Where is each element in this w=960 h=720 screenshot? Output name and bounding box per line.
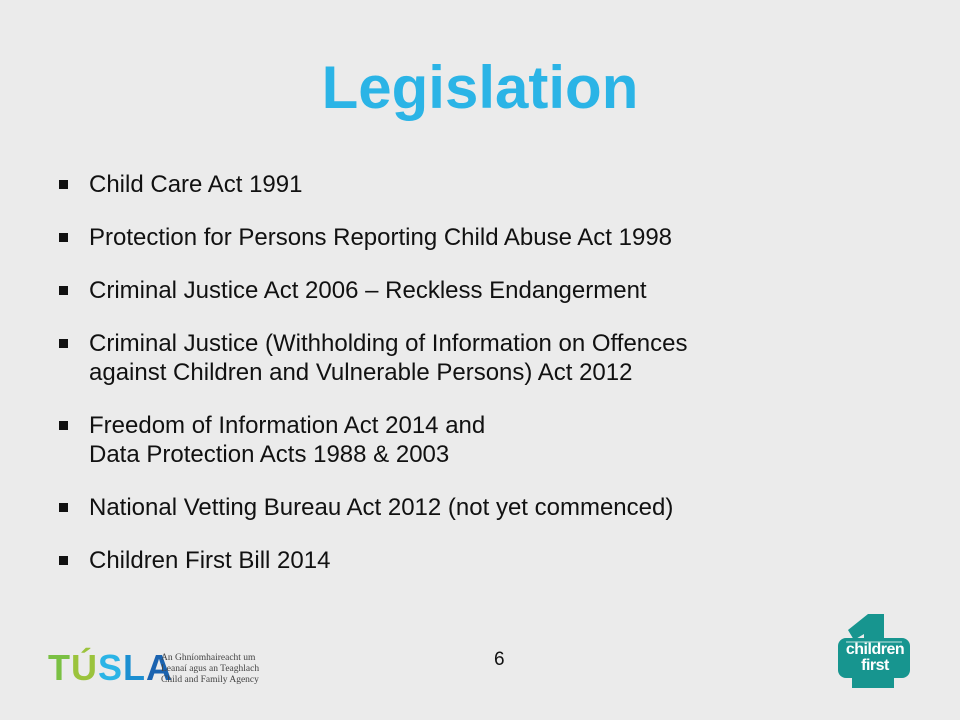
tusla-tagline bbox=[161, 653, 259, 686]
tusla-letter: Ú bbox=[71, 647, 98, 688]
children-first-line: children bbox=[845, 641, 905, 658]
bullet-text-continued: against Children and Vulnerable Persons) Act 2012 bbox=[89, 359, 633, 386]
bullet-text: Children First Bill 2014 bbox=[89, 547, 331, 574]
square-bullet-icon bbox=[59, 339, 68, 348]
bullet-item bbox=[58, 329, 918, 387]
bullet-text: National Vetting Bureau Act 2012 (not yet commenced) bbox=[89, 494, 674, 521]
bullet-text: Freedom of Information Act 2014 and bbox=[89, 412, 486, 439]
bullet-text: Criminal Justice Act 2006 – Reckless Endangerment bbox=[89, 277, 647, 304]
tusla-letter: T bbox=[48, 647, 71, 688]
tusla-letter: S bbox=[98, 647, 124, 688]
square-bullet-icon bbox=[59, 556, 68, 565]
square-bullet-icon bbox=[59, 180, 68, 189]
tusla-tagline-line: Child and Family Agency bbox=[161, 675, 259, 685]
tusla-tagline-line: An Ghníomhaireacht um bbox=[161, 653, 256, 663]
bullet-item bbox=[58, 411, 918, 469]
bullet-item bbox=[58, 276, 918, 305]
tusla-tagline-line: Leanaí agus an Teaghlach bbox=[161, 664, 260, 674]
square-bullet-icon bbox=[59, 421, 68, 430]
children-first-line: first bbox=[861, 657, 889, 674]
square-bullet-icon bbox=[59, 503, 68, 512]
bullet-item bbox=[58, 223, 918, 252]
square-bullet-icon bbox=[59, 286, 68, 295]
square-bullet-icon bbox=[59, 233, 68, 242]
bullet-item bbox=[58, 170, 918, 199]
bullet-text: Child Care Act 1991 bbox=[89, 171, 303, 198]
tusla-wordmark bbox=[48, 647, 173, 689]
tusla-letter: L bbox=[123, 647, 147, 688]
slide-title: Legislation bbox=[321, 54, 639, 121]
children-first-logo bbox=[836, 612, 912, 690]
tusla-logo bbox=[48, 647, 278, 689]
bullet-text: Criminal Justice (Withholding of Information on Offences bbox=[89, 330, 688, 357]
children-first-wordmark bbox=[840, 642, 910, 674]
bullet-item bbox=[58, 493, 918, 522]
tusla-letter: A bbox=[146, 647, 174, 688]
page-number: 6 bbox=[494, 649, 505, 670]
bullet-text: Protection for Persons Reporting Child Abuse Act 1998 bbox=[89, 224, 673, 251]
bullet-list bbox=[58, 170, 918, 599]
bullet-text-continued: Data Protection Acts 1988 & 2003 bbox=[89, 441, 450, 468]
bullet-item bbox=[58, 546, 918, 575]
